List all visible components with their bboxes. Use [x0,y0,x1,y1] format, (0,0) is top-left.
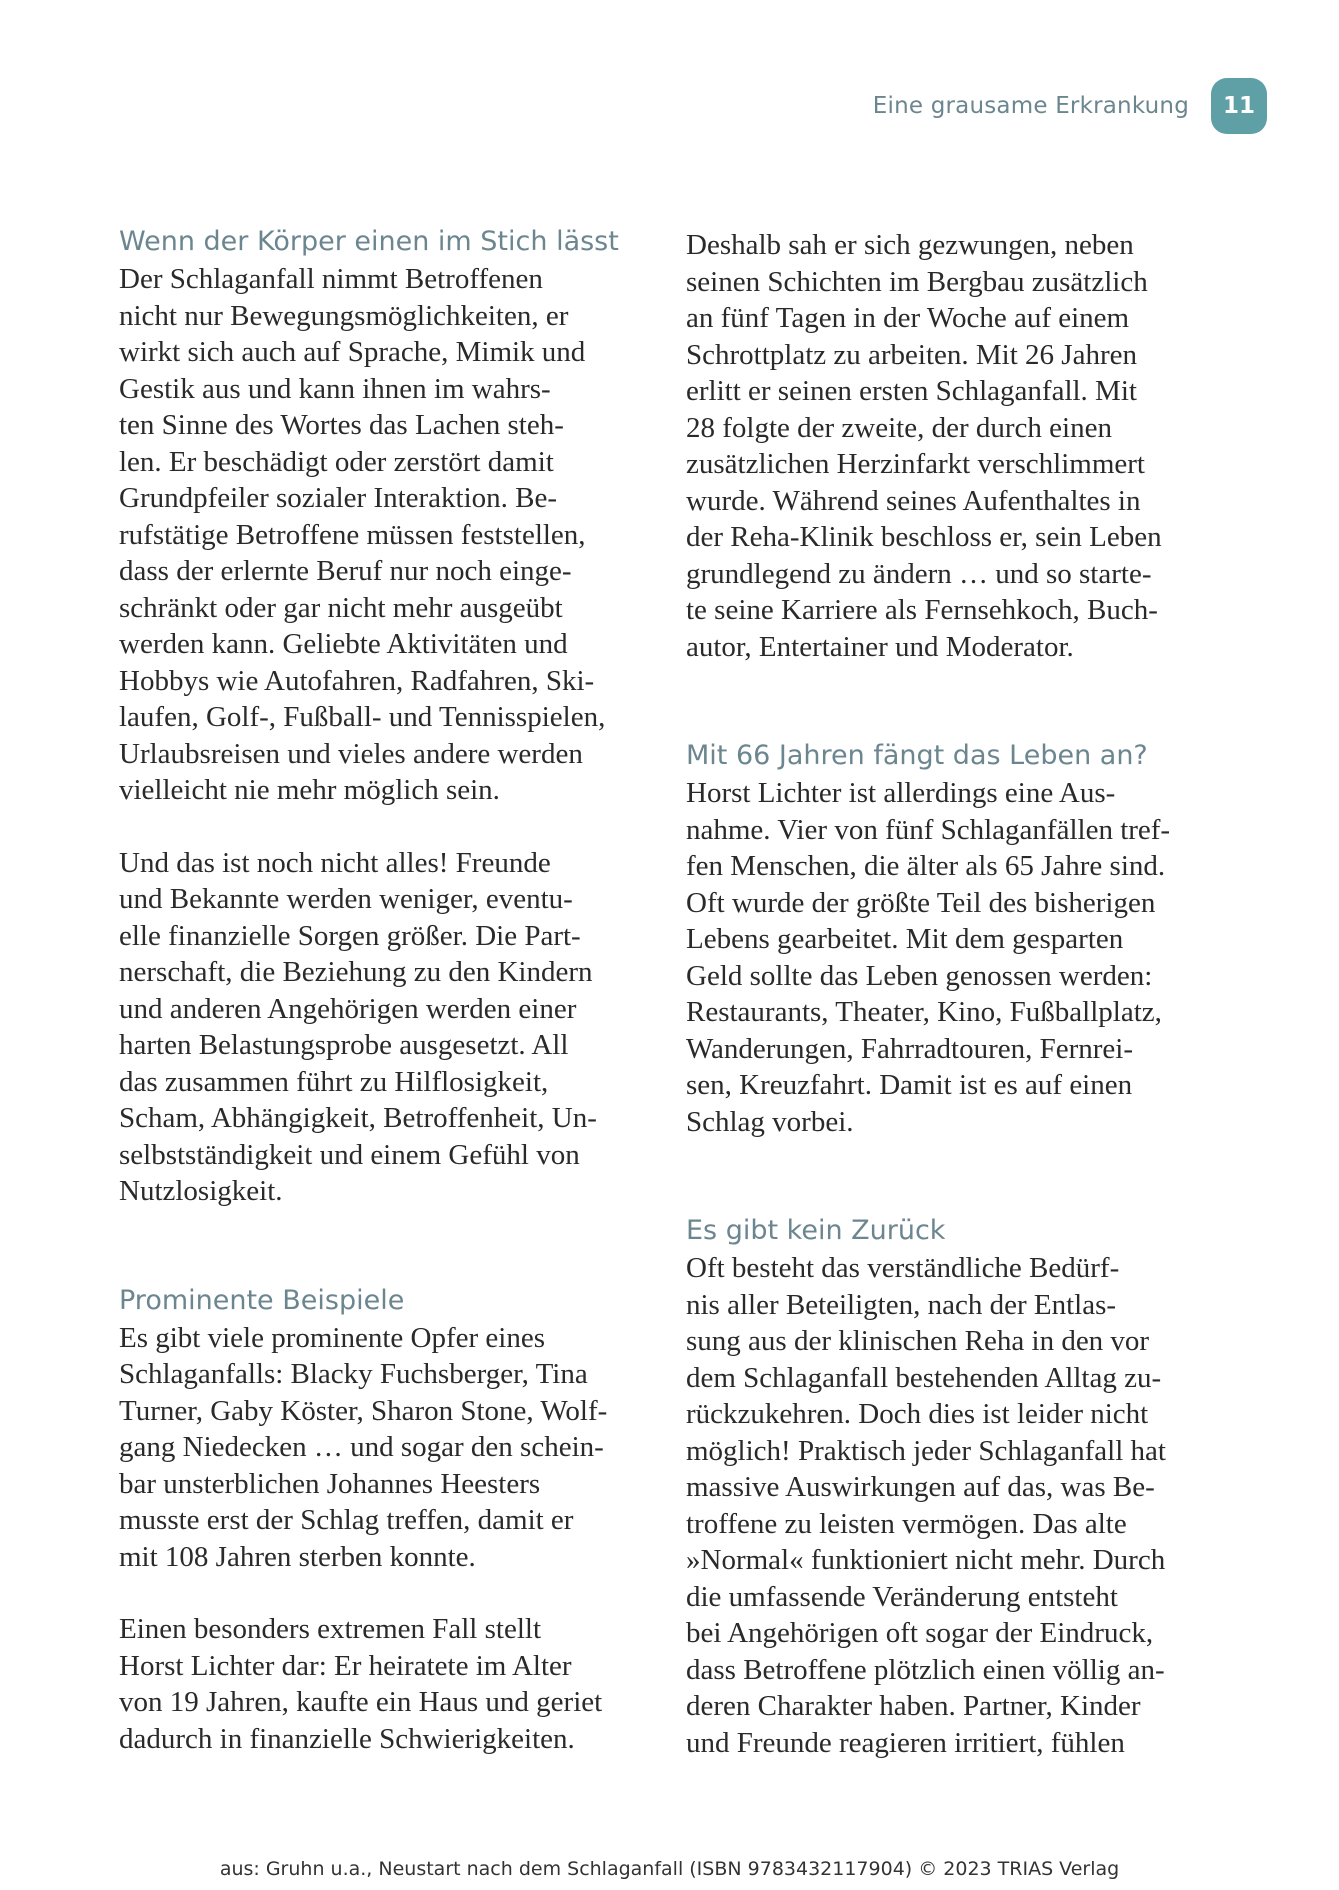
text-line: Es gibt viele prominente Opfer eines [119,1321,546,1354]
text-line: massive Auswirkungen auf das, was Be- [686,1471,1155,1503]
section-heading-kein-zurueck: Es gibt kein Zurück [686,1215,946,1246]
section-heading-66-jahre: Mit 66 Jahren fängt das Leben an? [686,740,1148,771]
paragraph [119,845,639,1210]
text-line: Schlag vorbei. [686,1105,854,1138]
left-column [119,223,639,1757]
section-spacer [686,665,1206,737]
text-line: len. Er beschädigt oder zerstört damit [119,445,554,478]
text-line: Hobbys wie Autofahren, Radfahren, Ski- [119,664,595,697]
text-line: troffene zu leisten vermögen. Das alte [686,1507,1127,1540]
right-column [686,223,1206,1761]
paragraph-spacer [119,1575,639,1611]
text-line: laufen, Golf-, Fußball- und Tennisspielen, [119,701,606,733]
text-line: zusätzlichen Herzinfarkt verschlimmert [686,448,1145,480]
footer-citation: aus: Gruhn u.a., Neustart nach dem Schlaganfall (ISBN 9783432117904) © 2023 TRIAS Verlag [219,1858,1120,1880]
page-number-badge: 11 [1211,78,1267,134]
text-line: Horst Lichter ist allerdings eine Aus- [686,777,1116,809]
text-line: sung aus der klinischen Reha in den vor [686,1325,1150,1357]
text-line: Nutzlosigkeit. [119,1175,283,1207]
text-line: dass der erlernte Beruf nur noch einge- [119,555,572,587]
text-line: an fünf Tagen in der Woche auf einem [686,302,1130,334]
text-line: schränkt oder gar nicht mehr ausgeübt [119,591,563,624]
text-line: dem Schlaganfall bestehenden Alltag zu- [686,1361,1162,1394]
running-header [873,78,1267,134]
text-line: selbstständigkeit und einem Gefühl von [119,1138,580,1171]
paragraph [686,227,1206,665]
text-line: mit 108 Jahren sterben konnte. [119,1540,476,1573]
text-line: und Bekannte werden weniger, eventu- [119,883,573,915]
text-line: fen Menschen, die älter als 65 Jahre sind. [686,850,1166,882]
text-line: 28 folgte der zweite, der durch einen [686,411,1112,444]
running-title: Eine grausame Erkrankung [872,93,1189,119]
text-line: Geld sollte das Leben genossen werden: [686,959,1153,992]
text-line: Grundpfeiler sozialer Interaktion. Be- [119,482,558,514]
text-line: Deshalb sah er sich gezwungen, neben [686,229,1134,261]
text-line: nis aller Beteiligten, nach der Entlas- [686,1288,1117,1321]
text-line: sen, Kreuzfahrt. Damit ist es auf einen [686,1069,1133,1101]
text-line: »Normal« funktioniert nicht mehr. Durch [686,1544,1166,1576]
text-line: bei Angehörigen oft sogar der Eindruck, [686,1617,1154,1649]
text-line: rufstätige Betroffene müssen feststellen, [119,518,586,551]
text-line: Schlaganfalls: Blacky Fuchsberger, Tina [119,1358,588,1390]
text-line: möglich! Praktisch jeder Schlaganfall hat [686,1434,1166,1467]
text-line: ten Sinne des Wortes das Lachen steh- [119,409,564,441]
text-line: die umfassende Veränderung entsteht [686,1580,1118,1613]
text-line: und anderen Angehörigen werden einer [119,992,577,1025]
text-line: dass Betroffene plötzlich einen völlig an- [686,1653,1165,1686]
section-spacer [686,1140,1206,1212]
text-line: und Freunde reagieren irritiert, fühlen [686,1726,1125,1759]
text-line: Restaurants, Theater, Kino, Fußballplatz, [686,996,1162,1028]
text-line: Der Schlaganfall nimmt Betroffenen [119,263,543,295]
section-spacer [119,1210,639,1282]
text-line: Und das ist noch nicht alles! Freunde [119,846,551,879]
paragraph [119,1611,639,1757]
text-line: nicht nur Bewegungsmöglichkeiten, er [119,299,569,332]
text-line: bar unsterblichen Johannes Heesters [119,1467,541,1500]
text-line: Oft besteht das verständliche Bedürf- [686,1252,1120,1284]
text-line: werden kann. Geliebte Aktivitäten und [119,628,568,660]
text-line: Wanderungen, Fahrradtouren, Fernrei- [686,1032,1133,1065]
text-line: rückzukehren. Doch dies ist leider nicht [686,1398,1149,1430]
text-line: Turner, Gaby Köster, Sharon Stone, Wolf- [119,1394,608,1427]
paragraph [119,261,639,809]
text-line: Horst Lichter dar: Er heiratete im Alter [119,1649,572,1682]
text-line: grundlegend zu ändern … und so starte- [686,557,1152,590]
text-line: deren Charakter haben. Partner, Kinder [686,1690,1141,1722]
text-line: das zusammen führt zu Hilflosigkeit, [119,1065,549,1098]
text-line: Scham, Abhängigkeit, Betroffenheit, Un- [119,1102,597,1134]
text-line: Gestik aus und kann ihnen im wahrs- [119,372,551,405]
text-line: Urlaubsreisen und vieles andere werden [119,737,583,770]
paragraph [686,775,1206,1140]
section-heading-prominente: Prominente Beispiele [119,1284,405,1316]
text-line: elle finanzielle Sorgen größer. Die Part- [119,919,581,952]
text-line: Schrottplatz zu arbeiten. Mit 26 Jahren [686,338,1137,371]
text-line: musste erst der Schlag treffen, damit er [119,1504,574,1536]
text-line: Lebens gearbeitet. Mit dem gesparten [686,923,1124,955]
text-line: gang Niedecken … und sogar den schein- [119,1431,604,1463]
text-line: vielleicht nie mehr möglich sein. [119,774,500,806]
text-line: te seine Karriere als Fernsehkoch, Buch- [686,594,1158,626]
text-line: nahme. Vier von fünf Schlaganfällen tref- [686,813,1171,846]
text-line: harten Belastungsprobe ausgesetzt. All [119,1029,569,1061]
text-line: Oft wurde der größte Teil des bisherigen [686,886,1156,919]
text-line: dadurch in finanzielle Schwierigkeiten. [119,1722,575,1755]
text-line: seinen Schichten im Bergbau zusätzlich [686,265,1148,298]
section-heading-koerper: Wenn der Körper einen im Stich lässt [119,226,619,257]
paragraph [686,1250,1206,1761]
text-line: autor, Entertainer und Moderator. [686,630,1074,663]
text-line: wurde. Während seines Aufenthaltes in [686,484,1141,517]
text-line: erlitt er seinen ersten Schlaganfall. Mit [686,375,1137,407]
text-line: wirkt sich auch auf Sprache, Mimik und [119,336,586,368]
text-line: der Reha-Klinik beschloss er, sein Leben [686,521,1162,553]
paragraph [119,1320,639,1576]
text-line: nerschaft, die Beziehung zu den Kindern [119,956,593,988]
text-line: Einen besonders extremen Fall stellt [119,1613,542,1645]
text-line: von 19 Jahren, kaufte ein Haus und geriet [119,1686,603,1718]
paragraph-spacer [119,809,639,845]
